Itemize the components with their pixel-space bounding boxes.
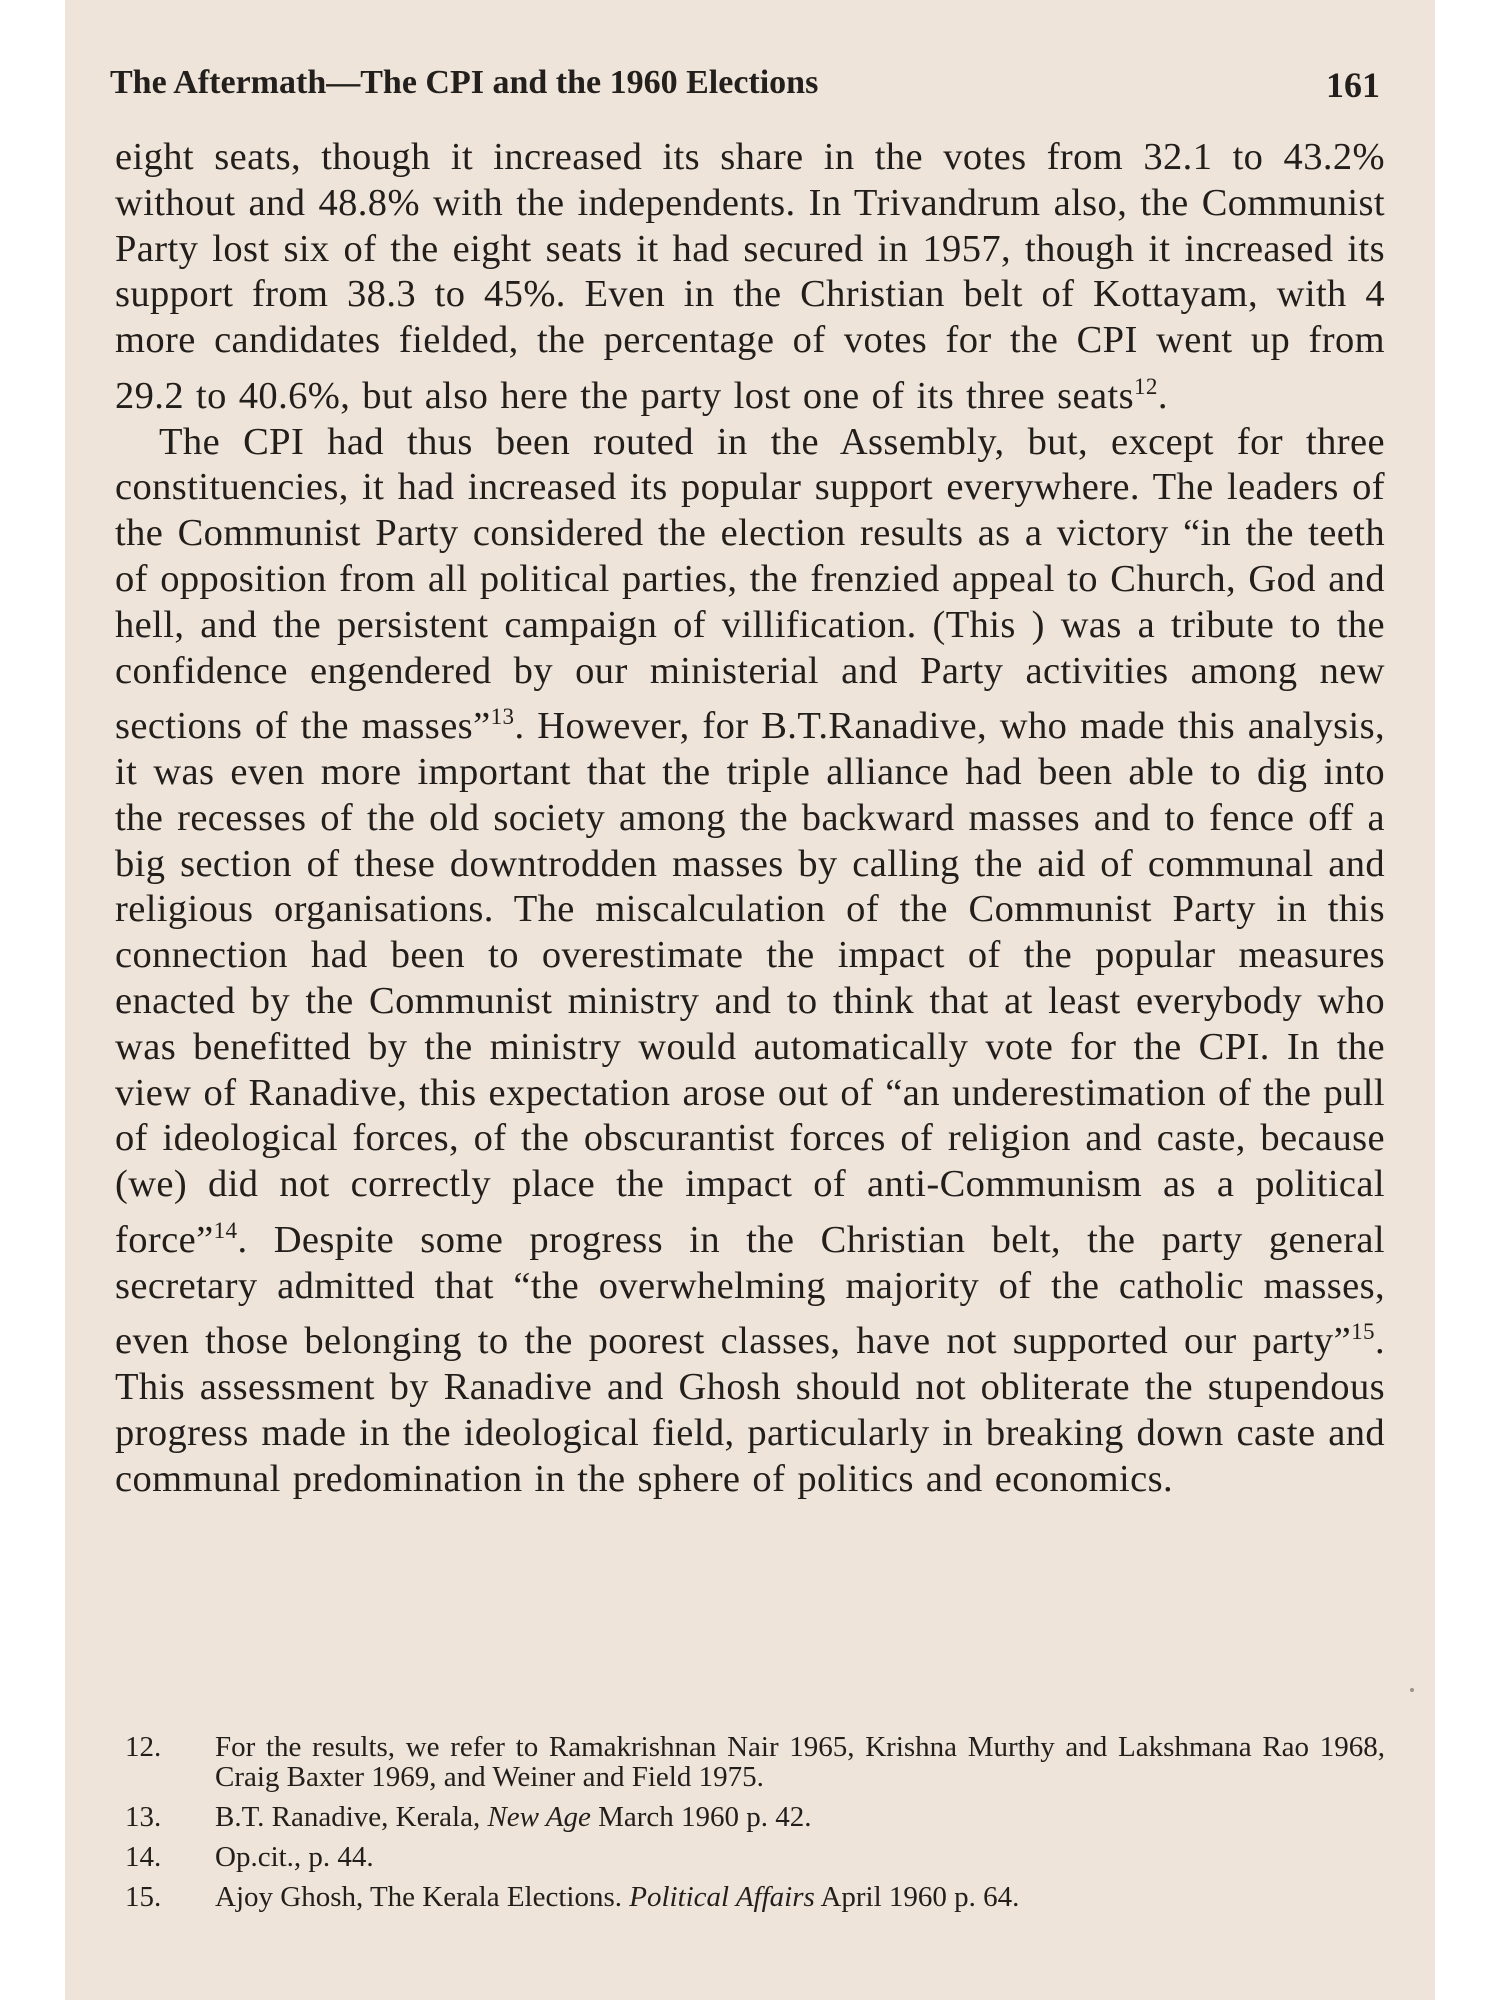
book-page <box>65 0 1435 2000</box>
footnote-15: 15. Ajoy Ghosh, The Kerala Elections. Political Affairs April 1960 p. 64. <box>125 1881 1020 1913</box>
footnote-12: 12. For the results, we refer to Ramakrishnan Nair 1965, Krishna Murthy and Lakshmana Rao 1968, Craig Baxter 1969, and Weiner and Field 1975. <box>125 1731 1385 1793</box>
paragraph: eight seats, though it increased its share in the votes from 32.1 to 43.2% without and 48.8% with the independents. In Trivandrum also, the Communist Party lost six of the eight seats it had secured in 1957, though it increased its support from 38.3 to 45%. Even in the Christian belt of Kottayam, with 4 more candidates fielded, the percentage of votes for the CPI went up from 29.2 to 40.6%, but also here the party lost one of its three seats$^{12}$. <box>115 136 1385 417</box>
print-speck <box>1410 1688 1414 1692</box>
footnote-ref: 12 <box>1133 372 1158 399</box>
paragraph: The CPI had thus been routed in the Assembly, but, except for three constituencies, it had increased its popular support everywhere. The leaders of the Communist Party considered the election results as a victory “in the teeth of opposition from all political parties, the frenzied appeal to Church, God and hell, and the persistent campaign of villification. (This ) was a tribute to the confidence engendered by our ministerial and Party activities among new sections of the masses”$^{13}$. However, for B.T.Ranadive, who made this analysis, it was even more important that the triple alliance had been able to dig into the recesses of the old society among the backward masses and to fence off a big section of these downtrodden masses by calling the aid of communal and religious organisations. The miscalculation of the Communist Party in this connection had been to overestimate the impact of the popular measures enacted by the Communist ministry and to think that at least everybody who was benefitted by the ministry would automatically vote for the CPI. In the view of Ranadive, this expectation arose out of “an underestimation of the pull of ideological forces, of the obscurantist forces of religion and caste, because (we) did not correctly place the impact of anti-Communism as a political force”$^{14}$. Despite some progress in the Christian belt, the party general secretary admitted that “the overwhelming majority of the catholic masses, even those belonging to the poorest classes, have not supported our party”$^{15}$. This assessment by Ranadive and Ghosh should not obliterate the stupendous progress made in the ideological field, particularly in breaking down caste and communal predomination in the sphere of politics and economics. <box>115 420 1385 1500</box>
footnotes <box>125 1732 1385 1922</box>
footnote-ref: 14 <box>213 1216 238 1243</box>
body-text <box>115 135 1385 1502</box>
running-header <box>110 58 1380 108</box>
page-number: 161 <box>1326 65 1380 105</box>
footnote-ref: 13 <box>490 703 515 730</box>
footnote-13: 13. B.T. Ranadive, Kerala, New Age March 1960 p. 42. <box>125 1801 812 1833</box>
chapter-title: The Aftermath—The CPI and the 1960 Elections <box>110 64 819 101</box>
footnote-14: 14. Op.cit., p. 44. <box>125 1841 374 1873</box>
footnote-ref: 15 <box>1351 1318 1375 1345</box>
